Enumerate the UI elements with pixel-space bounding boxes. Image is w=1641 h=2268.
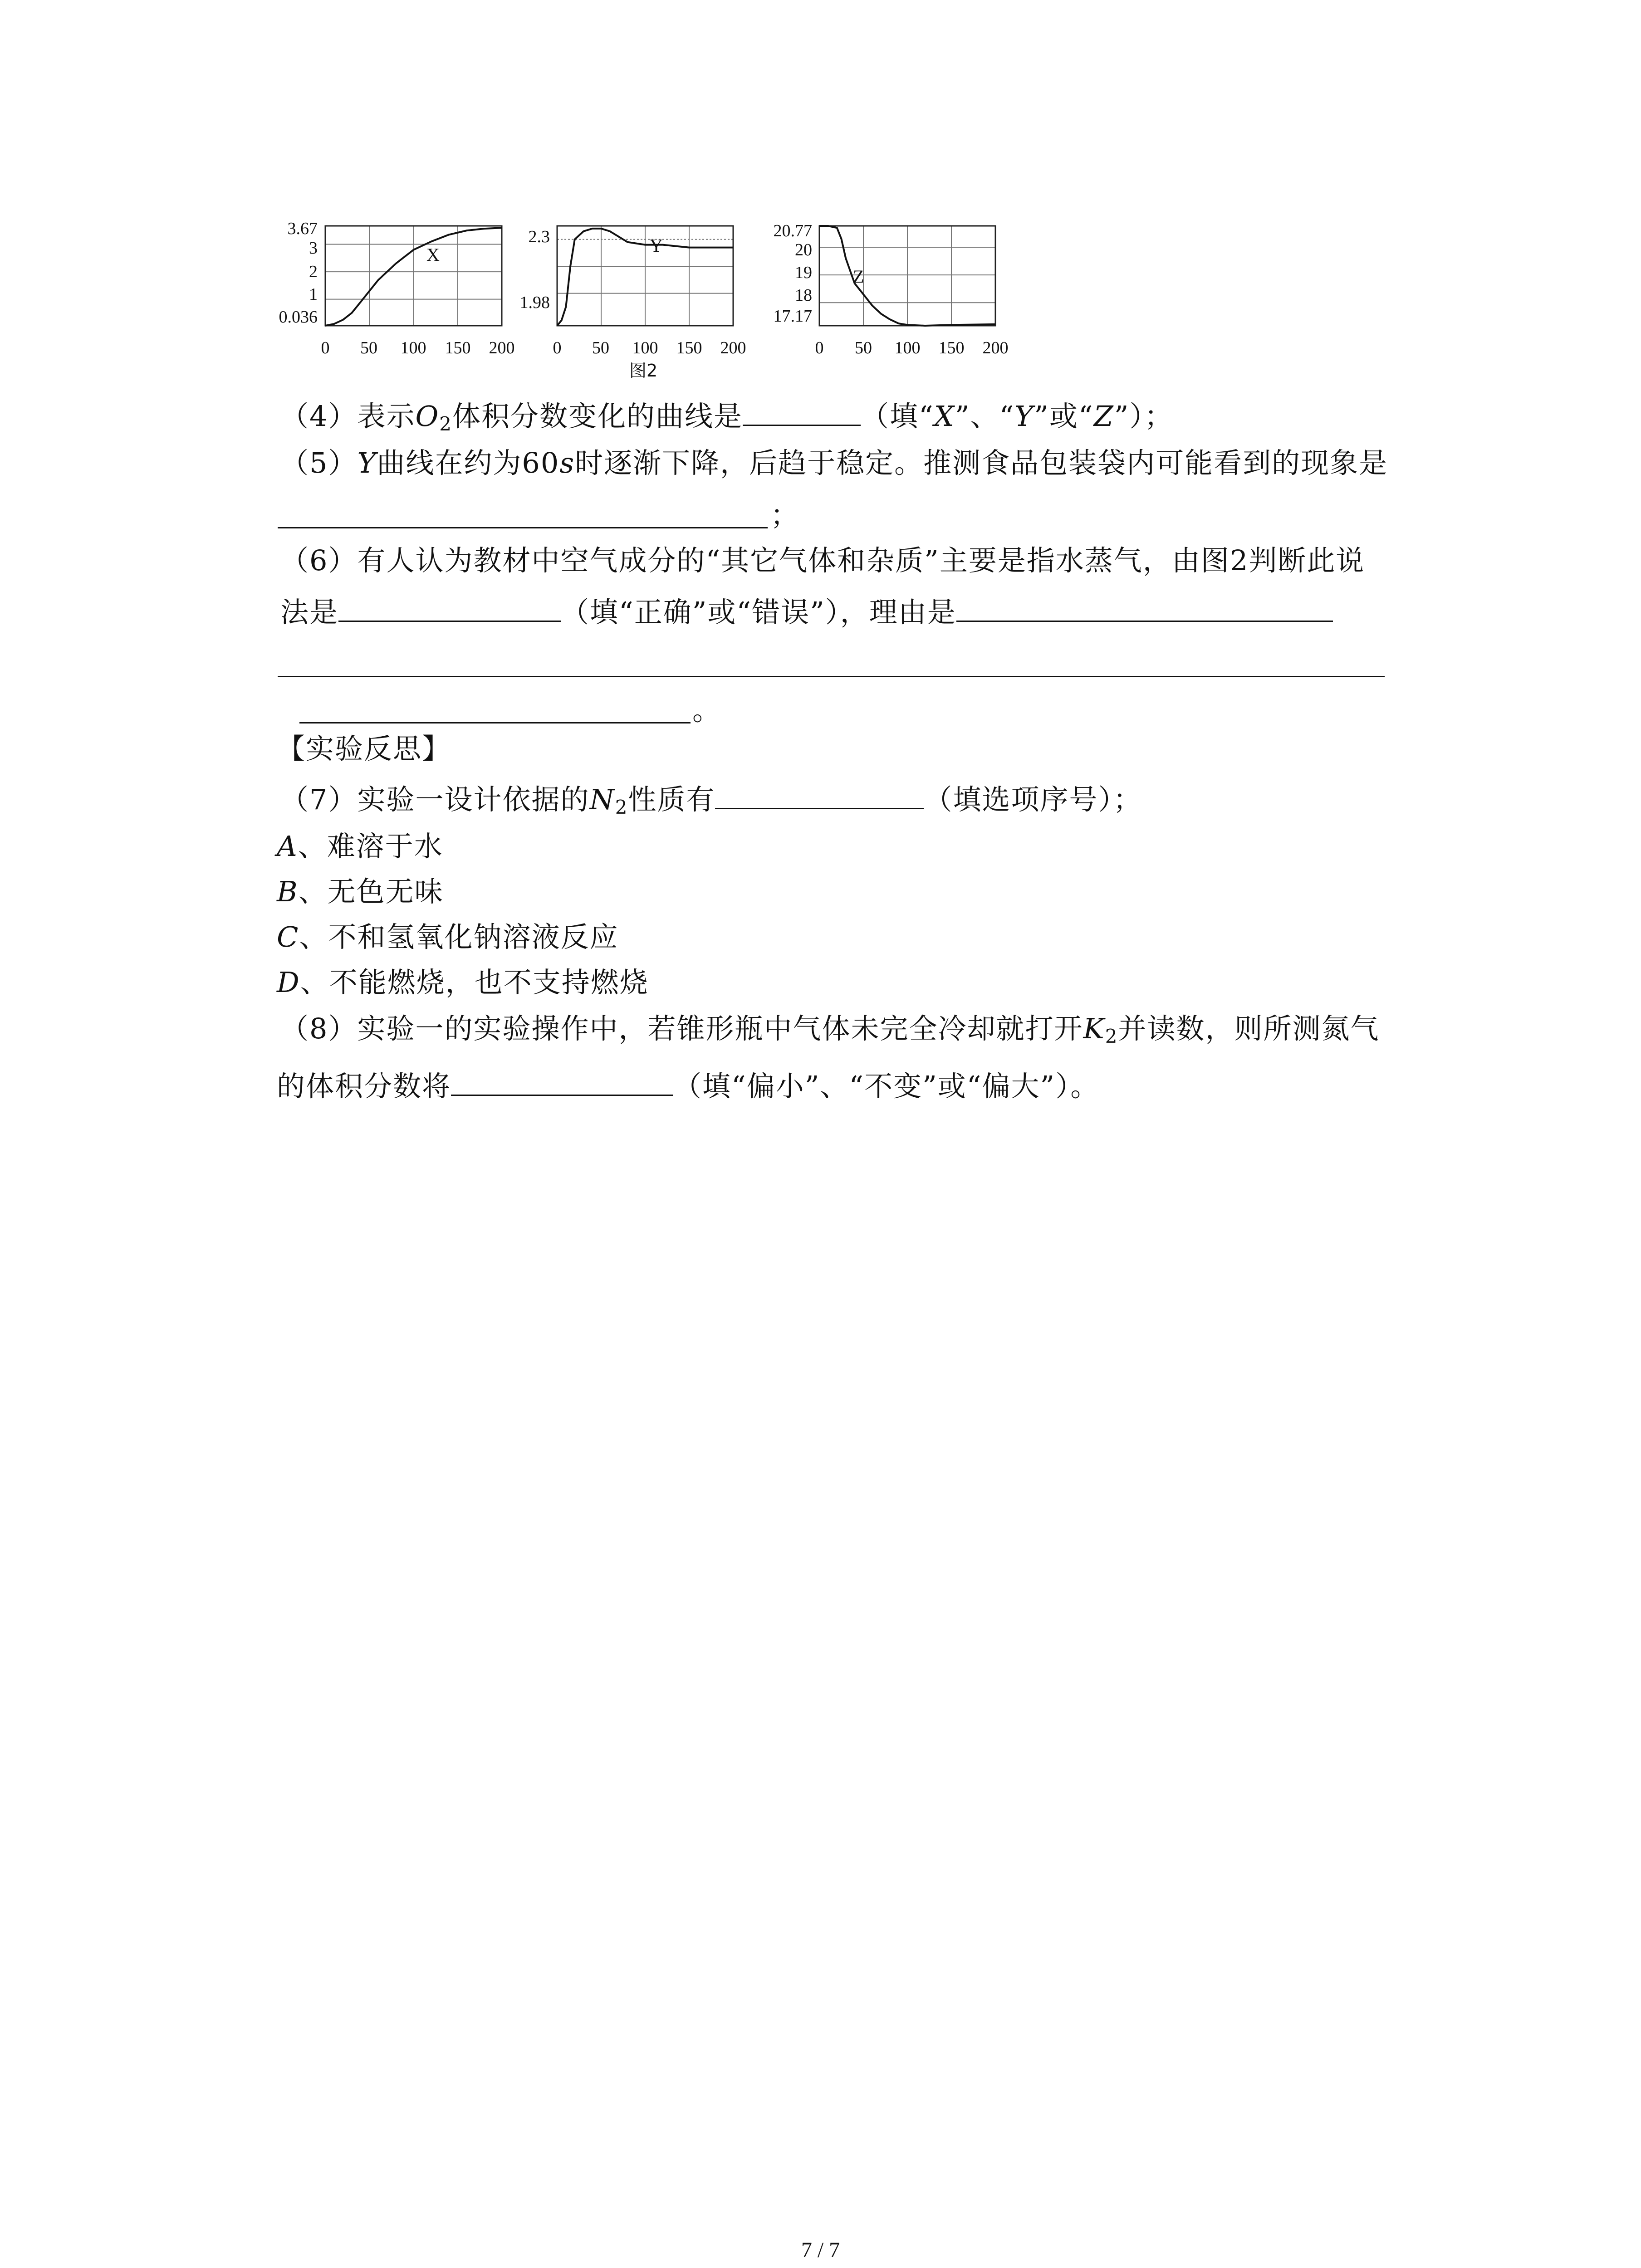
option-c (277, 920, 619, 953)
question-5 (280, 446, 1388, 479)
y-tick-label: 2.3 (528, 227, 550, 246)
option-text: 、难溶于水 (298, 830, 443, 863)
option-a (277, 830, 443, 863)
plot-y-svg (517, 213, 762, 340)
question-4 (280, 399, 1173, 434)
q8-text-d: （填“偏小”、“不变”或“偏大”）。 (673, 1070, 1100, 1103)
x-tick-label: 100 (632, 338, 658, 357)
y-tick-label: 1 (309, 285, 318, 304)
q6-judgement-blank[interactable] (338, 595, 561, 622)
q4-o2-symbol: O (415, 400, 440, 433)
x-tick-label: 150 (676, 338, 702, 357)
y-tick-label: 17.17 (773, 307, 812, 326)
x-tick-label: 200 (489, 338, 515, 357)
option-d (277, 968, 649, 997)
q7-text-c: （填选项序号）； (924, 783, 1142, 816)
x-tick-label: 200 (720, 338, 746, 357)
x-tick-label: 50 (360, 338, 377, 357)
option-text: 、不能燃烧，也不支持燃烧 (300, 966, 649, 999)
q4-text-b: 体积分数变化的曲线是 (452, 400, 743, 433)
q6-text-b: （填“正确”或“错误”），理由是 (561, 596, 956, 629)
question-8-line2 (277, 1069, 1100, 1103)
q7-text-b: 性质有 (628, 783, 715, 816)
q4-text-e: ”或“ (1034, 400, 1094, 433)
q5-number: 60 (522, 446, 560, 479)
page-number: 7 / 7 (801, 2238, 840, 2262)
x-tick-label: 0 (553, 338, 562, 357)
figure-2 (272, 213, 1043, 395)
question-6-line2 (280, 595, 1333, 629)
q7-text-a: （7）实验一设计依据的 (280, 783, 590, 816)
x-tick-label: 50 (592, 338, 609, 357)
curve-label-y: Y (650, 235, 663, 256)
q8-text-a: （8）实验一的实验操作中，若锥形瓶中气体未完全冷却就打开 (280, 1012, 1083, 1045)
curve-label-z: Z (853, 266, 864, 287)
q4-text-c: （填“ (861, 400, 934, 433)
q4-o2-subscript: 2 (439, 413, 453, 435)
q4-text-a: （4）表示 (280, 400, 416, 433)
y-tick-label: 0.036 (279, 308, 318, 327)
y-tick-label: 3 (309, 239, 318, 258)
q6-text-a: 法是 (280, 596, 339, 629)
y-tick-label: 2 (309, 262, 318, 281)
q6-end: 。 (692, 694, 722, 727)
q4-answer-blank[interactable] (743, 399, 861, 426)
y-tick-label: 18 (795, 286, 812, 305)
option-text: 、无色无味 (298, 875, 444, 908)
q5-text-a: （5） (280, 446, 358, 479)
question-6-line1: （6）有人认为教材中空气成分的“其它气体和杂质”主要是指水蒸气，由图2判断此说 (280, 544, 1365, 577)
y-tick-label: 20 (795, 240, 812, 259)
q4-option-z: Z (1093, 400, 1114, 433)
q5-unit-s: s (559, 446, 575, 479)
option-letter: D (277, 966, 300, 999)
section-heading: 【实验反思】 (277, 732, 451, 765)
option-letter: B (277, 875, 299, 908)
x-tick-label: 50 (855, 338, 872, 357)
figure-caption: 图2 (629, 361, 658, 381)
q6-reason-blank-line3[interactable] (299, 722, 691, 723)
x-tick-label: 100 (400, 338, 426, 357)
curve-label-x: X (426, 244, 440, 265)
q8-text-b: 并读数，则所测氮气 (1118, 1012, 1380, 1045)
q4-option-x: X (934, 400, 955, 433)
q5-text-b: 曲线在约为 (377, 446, 522, 479)
q4-text-d: ”、“ (955, 400, 1015, 433)
y-tick-label: 20.77 (773, 221, 812, 240)
q7-n2-symbol: N (589, 783, 615, 816)
option-letter: C (277, 920, 299, 953)
q6-reason-blank[interactable] (956, 595, 1333, 622)
q6-reason-blank-line2[interactable] (278, 676, 1385, 677)
plot-z-svg (762, 213, 1034, 340)
plot-y (517, 213, 762, 357)
q7-n2-subscript: 2 (615, 796, 628, 818)
x-tick-label: 100 (894, 338, 921, 357)
y-tick-label: 19 (795, 263, 812, 282)
plot-x-svg (272, 213, 517, 340)
question-8-line1 (280, 1012, 1380, 1047)
x-tick-label: 150 (445, 338, 471, 357)
q5-answer-blank[interactable] (278, 527, 768, 528)
option-letter: A (277, 830, 298, 863)
q8-k2-symbol: K (1083, 1012, 1105, 1045)
x-tick-label: 0 (321, 338, 330, 357)
x-tick-label: 150 (938, 338, 965, 357)
y-tick-label: 1.98 (519, 293, 550, 312)
q5-text-c: 时逐渐下降，后趋于稳定。推测食品包装袋内可能看到的现象是 (575, 446, 1388, 479)
y-tick-label: 3.67 (287, 219, 318, 238)
q5-curve-y: Y (357, 446, 377, 479)
q4-text-f: ”）； (1114, 400, 1174, 433)
x-tick-label: 200 (982, 338, 1009, 357)
q8-text-c: 的体积分数将 (277, 1070, 451, 1103)
q4-option-y: Y (1014, 400, 1034, 433)
plot-z (762, 213, 1034, 357)
q8-answer-blank[interactable] (451, 1069, 673, 1096)
q5-end: ； (770, 499, 800, 532)
x-tick-label: 0 (815, 338, 824, 357)
option-b (277, 875, 444, 908)
q8-k2-subscript: 2 (1105, 1025, 1118, 1047)
question-7 (280, 782, 1142, 817)
option-text: 、不和氢氧化钠溶液反应 (299, 920, 619, 953)
plot-x (272, 213, 517, 357)
q7-answer-blank[interactable] (715, 782, 924, 809)
